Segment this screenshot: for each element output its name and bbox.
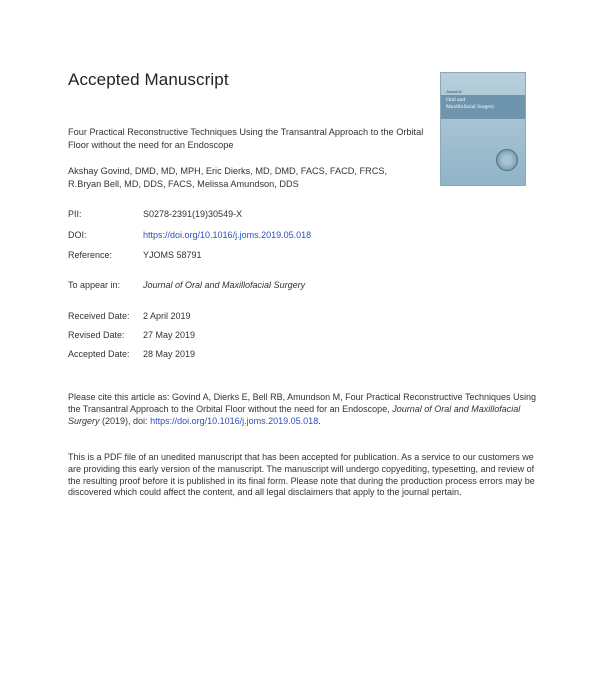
cover-top-text: Journal of xyxy=(446,90,462,94)
meta-row-revised xyxy=(0,330,600,342)
cover-title xyxy=(446,97,494,111)
reference-label: Reference: xyxy=(68,250,113,260)
meta-row-reference xyxy=(0,250,600,262)
authors-line-2: R.Bryan Bell, MD, DDS, FACS, Melissa Amundson, DDS xyxy=(68,178,299,189)
citation-text: Please cite this article as: Govind A, Dierks E, Bell RB, Amundson M, Four Practical Reconstructive Techniques Using the Transantral Approach to the Orbital Floor without the need for an Endoscope, xyxy=(68,392,537,414)
doi-label: DOI: xyxy=(68,230,87,240)
authors-line-1: Akshay Govind, DMD, MD, MPH, Eric Dierks, MD, DMD, FACS, FACD, FRCS, xyxy=(68,166,388,176)
citation-year: (2019), doi: xyxy=(102,415,148,426)
journal-cover-image xyxy=(440,72,526,186)
meta-row-appear xyxy=(0,280,600,292)
citation-paragraph xyxy=(68,392,538,427)
meta-row-doi xyxy=(0,230,600,242)
accepted-label: Accepted Date: xyxy=(68,349,130,359)
cover-seal-icon xyxy=(496,149,518,171)
reference-value: YJOMS 58791 xyxy=(143,250,202,260)
accepted-value: 28 May 2019 xyxy=(143,349,196,359)
cover-title-line2: Maxillofacial Surgery xyxy=(446,104,495,110)
revised-label: Revised Date: xyxy=(68,330,125,340)
citation-end: . xyxy=(318,415,321,426)
doi-link[interactable]: https://doi.org/10.1016/j.joms.2019.05.018 xyxy=(143,230,312,240)
meta-row-pii xyxy=(0,209,600,221)
article-title: Four Practical Reconstructive Techniques Using the Transantral Approach to the Orbital Floor without the need for an Endoscope xyxy=(68,127,424,150)
citation-doi-link[interactable]: https://doi.org/10.1016/j.joms.2019.05.018 xyxy=(150,415,319,426)
cover-title-line1: Oral and xyxy=(446,97,466,103)
pii-label: PII: xyxy=(68,209,82,219)
appear-label: To appear in: xyxy=(68,280,121,290)
meta-row-accepted xyxy=(0,349,600,361)
page-heading: Accepted Manuscript xyxy=(68,70,229,89)
appear-value: Journal of Oral and Maxillofacial Surgery xyxy=(143,280,306,290)
revised-value: 27 May 2019 xyxy=(143,330,196,340)
article-authors xyxy=(68,165,438,190)
manuscript-notice: This is a PDF file of an unedited manuscript that has been accepted for publication. As a service to our customers we are providing this early version of the manuscript. The manuscript will undergo copyediting, typesetting, and review of the resulting proof before it is published in its final form. Please note that during the production process errors may be discovered which could affect the content, and all legal disclaimers that apply to the journal pertain. xyxy=(68,452,535,498)
received-value: 2 April 2019 xyxy=(143,311,191,321)
meta-row-received xyxy=(0,311,600,323)
received-label: Received Date: xyxy=(68,311,130,321)
citation-journal: Journal of Oral and Maxillofacial Surgery xyxy=(68,403,521,426)
pii-value: S0278-2391(19)30549-X xyxy=(143,209,243,219)
